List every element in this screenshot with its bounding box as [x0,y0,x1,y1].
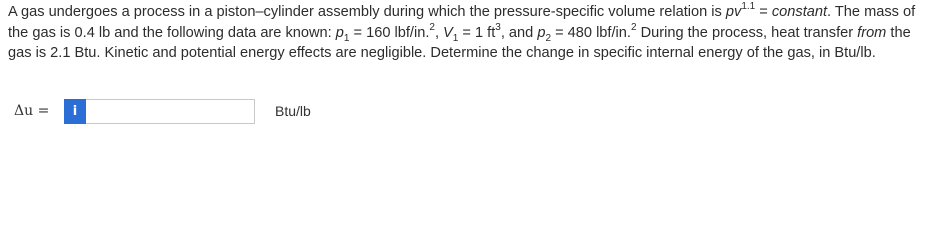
problem-text: During the process, heat transfer [636,24,858,41]
p1-subscript: 1 [343,33,350,45]
p2-subscript: 2 [545,33,552,45]
squared-exponent: 2 [630,21,637,33]
problem-text: the gas is 2.1 Btu. Kinetic and potential energy effects are negligible. Determine the change in specific internal energy of the gas, in Btu/lb. [8,24,911,61]
problem-text: . The mass of the gas is 0.4 lb and the following data are known: [8,4,916,41]
pv-variable: pv [725,4,742,20]
from-word: from [857,24,887,41]
answer-input[interactable] [86,99,255,124]
p2-variable: p [537,24,546,41]
problem-text: , and [500,24,538,41]
info-icon: i [72,103,78,119]
v1-subscript: 1 [452,33,459,45]
units-label: Btu/lb [275,103,311,119]
info-button[interactable] [64,99,86,124]
squared-exponent: 2 [429,21,435,33]
answer-row [14,98,311,124]
problem-text: = 480 lbf/in. [551,24,631,41]
constant-word: constant [771,4,828,20]
problem-statement [8,2,936,64]
v1-variable: V [443,24,453,41]
problem-text: = [755,4,772,20]
problem-text: = 1 ft [458,24,496,41]
p1-variable: p [335,24,344,41]
pv-exponent: 1.1 [741,1,756,13]
problem-text: A gas undergoes a process in a piston–cylinder assembly during which the pressure-specific volume relation is [8,4,726,20]
problem-text: , [434,24,444,41]
problem-text: = 160 lbf/in. [349,24,430,41]
cubed-exponent: 3 [495,21,501,33]
delta-u-label: Δu = [14,103,50,119]
